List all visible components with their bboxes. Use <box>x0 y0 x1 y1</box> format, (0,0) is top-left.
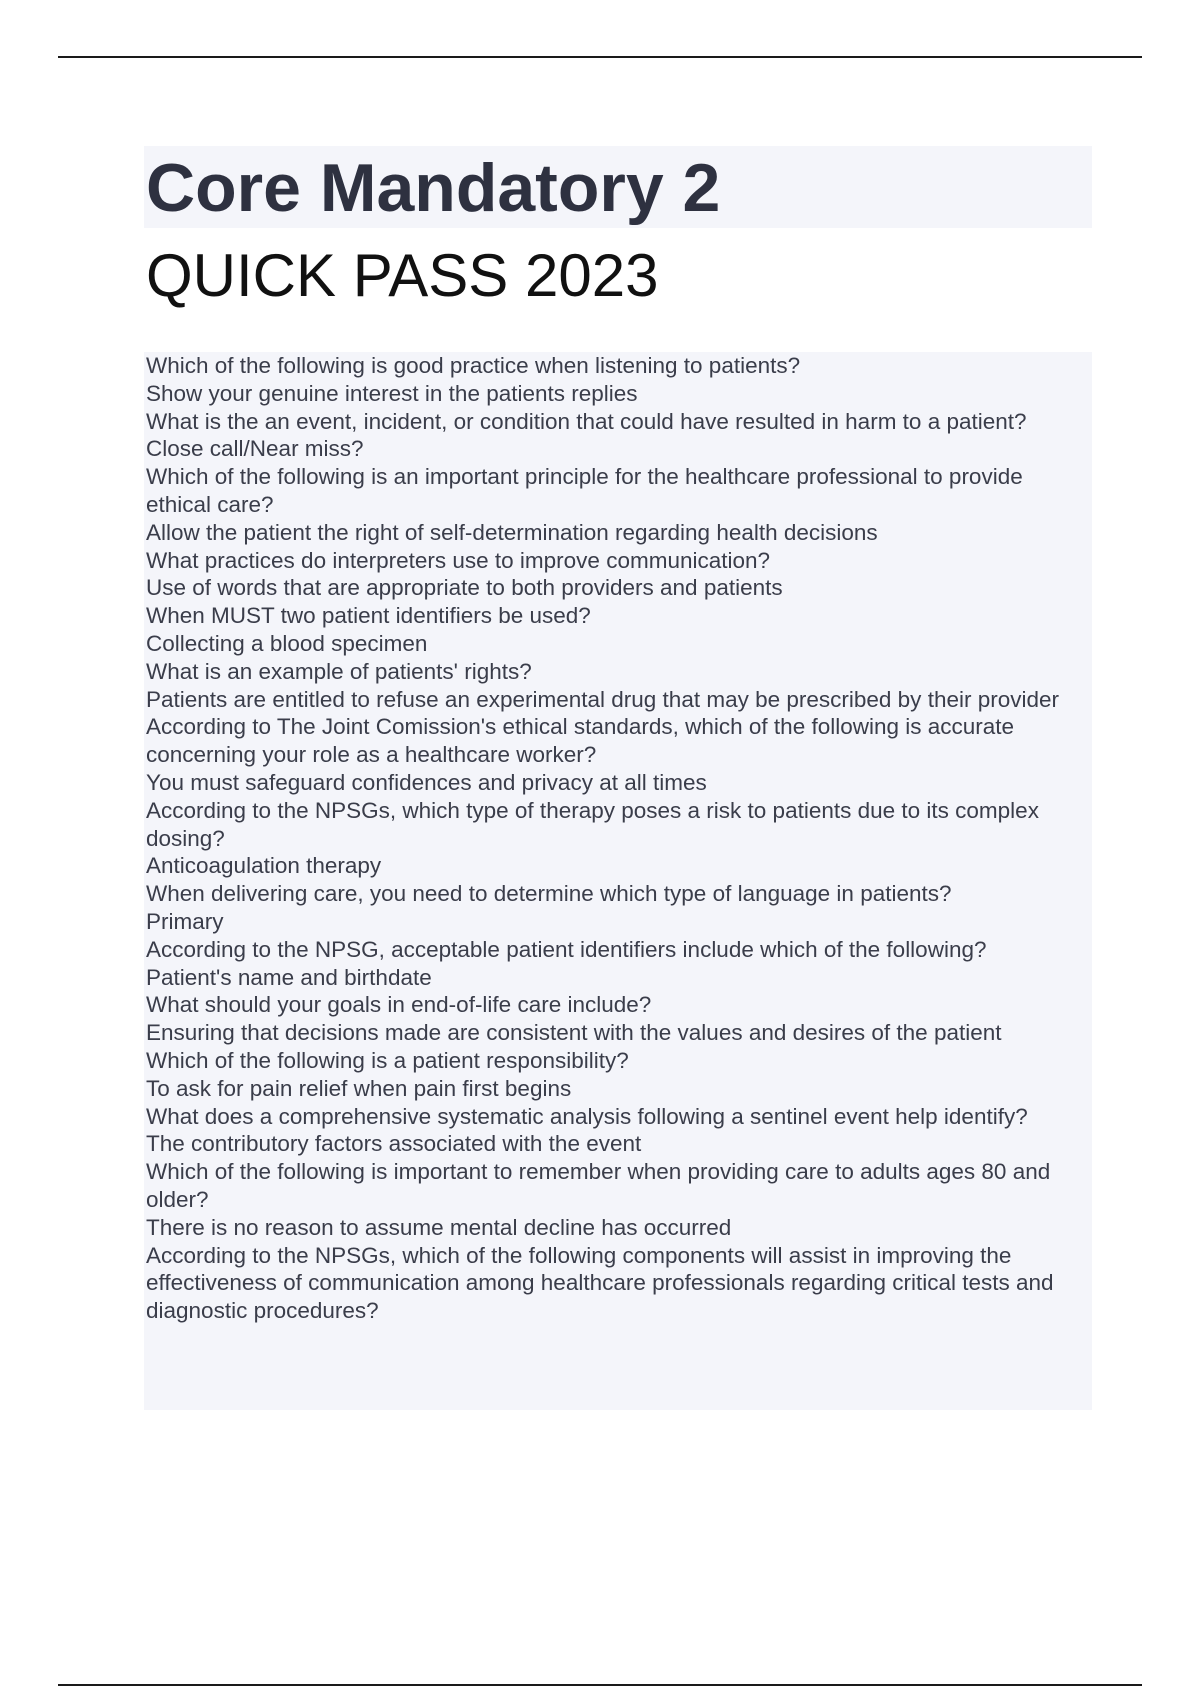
question-line: When MUST two patient identifiers be used? <box>146 603 591 629</box>
question-line: Which of the following is an important principle for the healthcare professional to provide ethical care? <box>146 464 1023 517</box>
answer-line: Use of words that are appropriate to both providers and patients <box>146 575 783 601</box>
question-line: Which of the following is good practice when listening to patients? <box>146 353 801 378</box>
answer-line: Ensuring that decisions made are consistent with the values and desires of the patient <box>146 1020 1002 1046</box>
answer-line: Primary <box>146 908 224 934</box>
qa-list <box>146 352 1090 1325</box>
question-line: Which of the following is a patient responsibility? <box>146 1047 629 1073</box>
answer-line: Collecting a blood specimen <box>146 630 428 656</box>
question-line: What is the an event, incident, or condition that could have resulted in harm to a patient? <box>146 408 1027 434</box>
question-line: According to the NPSGs, which type of therapy poses a risk to patients due to its complex dosing? <box>146 797 1039 851</box>
document-subtitle: QUICK PASS 2023 <box>146 242 659 309</box>
answer-line: Patients are entitled to refuse an experimental drug that may be prescribed by their provider <box>146 686 1059 712</box>
question-line: What is an example of patients' rights? <box>146 658 532 684</box>
document-title: Core Mandatory 2 <box>146 150 721 226</box>
answer-line: Patient's name and birthdate <box>146 964 432 990</box>
question-line: What does a comprehensive systematic analysis following a sentinel event help identify? <box>146 1103 1028 1129</box>
question-line: According to The Joint Comission's ethical standards, which of the following is accurate concerning your role as a healthcare worker? <box>146 714 1015 768</box>
question-line: What practices do interpreters use to improve communication? <box>146 547 771 573</box>
answer-line: To ask for pain relief when pain first begins <box>146 1075 572 1101</box>
question-line: What should your goals in end-of-life care include? <box>146 992 652 1018</box>
question-line: When delivering care, you need to determine which type of language in patients? <box>146 881 952 907</box>
question-line: According to the NPSG, acceptable patient identifiers include which of the following? <box>146 936 987 962</box>
answer-line: Show your genuine interest in the patients replies <box>146 380 638 406</box>
answer-line: Anticoagulation therapy <box>146 853 382 879</box>
answer-line: There is no reason to assume mental decline has occurred <box>146 1214 732 1240</box>
question-line: Which of the following is important to remember when providing care to adults ages 80 and older? <box>146 1159 1051 1212</box>
answer-line: You must safeguard confidences and privacy at all times <box>146 769 707 795</box>
answer-line: Close call/Near miss? <box>146 436 364 462</box>
bottom-rule <box>58 1684 1142 1686</box>
question-line: According to the NPSGs, which of the following components will assist in improving the effectiveness of communication among healthcare professionals regarding critical tests and diagnostic procedures? <box>146 1242 1054 1324</box>
top-rule <box>58 56 1142 58</box>
answer-line: Allow the patient the right of self-determination regarding health decisions <box>146 519 878 545</box>
answer-line: The contributory factors associated with the event <box>146 1131 642 1157</box>
